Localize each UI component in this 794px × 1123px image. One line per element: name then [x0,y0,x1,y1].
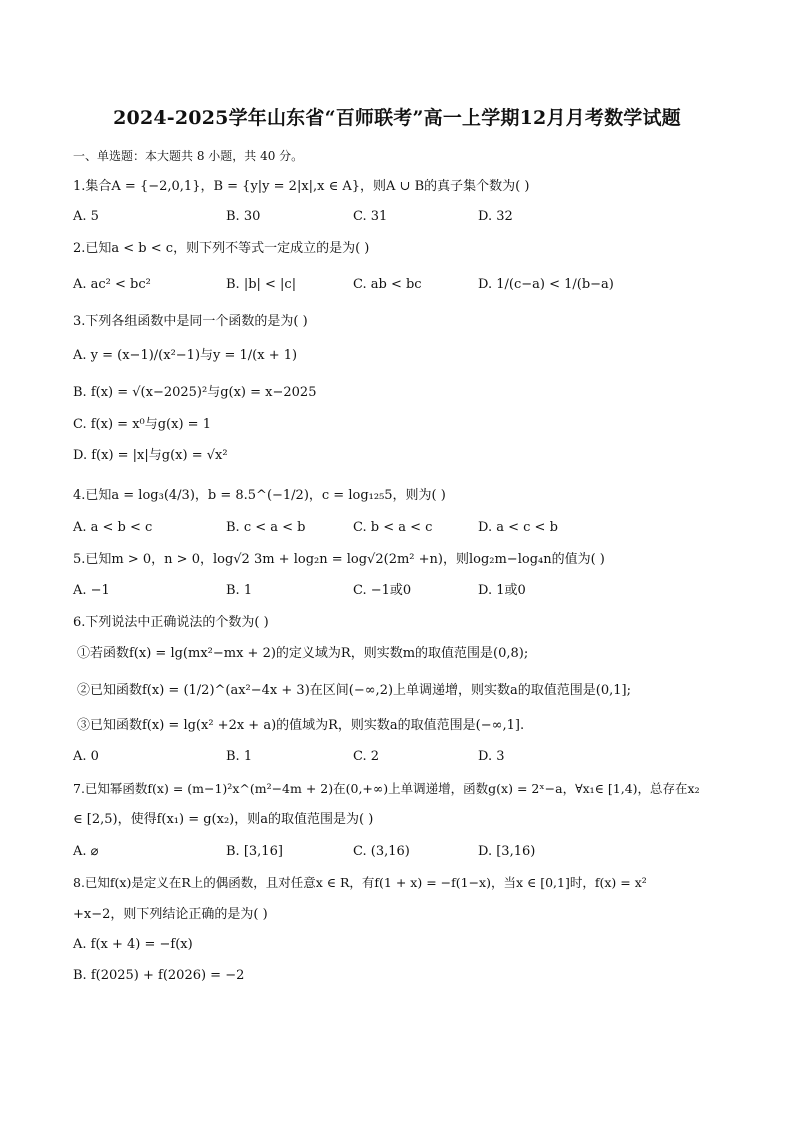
q6-statement-2: ②已知函数f(x) = (1/2)^(ax²−4x + 3)在区间(−∞,2)上单调递增，则实数a的取值范围是(0,1]; [77,683,631,698]
q7-option-b: B. [3,16] [226,844,283,859]
question-1-stem: 1.集合A = {−2,0,1}，B = {y|y = 2|x|,x ∈ A}，则A ∪ B的真子集个数为( ) [73,179,530,194]
q5-option-d: D. 1或0 [478,583,526,598]
q2-option-c: C. ab < bc [353,277,422,292]
question-6-stem: 6.下列说法中正确说法的个数为( ) [73,615,269,630]
question-7-stem-line2: ∈ [2,5)，使得f(x₁) = g(x₂)，则a的取值范围是为( ) [73,812,374,827]
q5-option-a: A. −1 [73,583,110,598]
question-5-stem: 5.已知m > 0，n > 0，log√2 3m + log₂n = log√2(2m² +n)，则log₂m−log₄n的值为( ) [73,552,605,567]
question-4-stem: 4.已知a = log₃(4/3)，b = 8.5^(−1/2)，c = log₁₂₅5，则为( ) [73,488,446,503]
q6-option-d: D. 3 [478,749,505,764]
q1-option-c: C. 31 [353,209,388,224]
q4-option-c: C. b < a < c [353,520,433,535]
q3-option-d: D. f(x) = |x|与g(x) = √x² [73,448,228,463]
q5-option-c: C. −1或0 [353,583,412,598]
page-title: 2024-2025学年山东省“百师联考”高一上学期12月月考数学试题 [113,107,681,129]
q6-option-b: B. 1 [226,749,253,764]
q7-option-d: D. [3,16) [478,844,536,859]
q2-option-d: D. 1/(c−a) < 1/(b−a) [478,277,614,292]
section-heading: 一、单选题：本大题共 8 小题，共 40 分。 [73,149,304,163]
q6-statement-1: ①若函数f(x) = lg(mx²−mx + 2)的定义域为R，则实数m的取值范围是(0,8); [77,646,529,661]
q7-option-c: C. (3,16) [353,844,410,859]
question-3-stem: 3.下列各组函数中是同一个函数的是为( ) [73,314,308,329]
q4-option-d: D. a < c < b [478,520,558,535]
q6-statement-3: ③已知函数f(x) = lg(x² +2x + a)的值域为R，则实数a的取值范围是(−∞,1]. [77,718,525,733]
q3-option-a: A. y = (x−1)/(x²−1)与y = 1/(x + 1) [73,348,298,363]
question-8-stem-line2: +x−2，则下列结论正确的是为( ) [73,907,268,922]
q1-option-b: B. 30 [226,209,261,224]
q8-option-a: A. f(x + 4) = −f(x) [73,937,193,952]
q2-option-a: A. ac² < bc² [73,277,151,292]
q5-option-b: B. 1 [226,583,253,598]
q1-option-d: D. 32 [478,209,513,224]
question-7-stem-line1: 7.已知幂函数f(x) = (m−1)²x^(m²−4m + 2)在(0,+∞)上单调递增，函数g(x) = 2ˣ−a，∀x₁∈ [1,4)，总存在x₂ [73,781,700,796]
q4-option-b: B. c < a < b [226,520,306,535]
q3-option-b: B. f(x) = √(x−2025)²与g(x) = x−2025 [73,385,317,400]
q3-option-c: C. f(x) = x⁰与g(x) = 1 [73,417,211,432]
question-8-stem-line1: 8.已知f(x)是定义在R上的偶函数，且对任意x ∈ R，有f(1 + x) = −f(1−x)，当x ∈ [0,1]时，f(x) = x² [73,875,647,890]
q6-option-c: C. 2 [353,749,380,764]
question-2-stem: 2.已知a < b < c，则下列不等式一定成立的是为( ) [73,241,370,256]
q2-option-b: B. |b| < |c| [226,277,297,292]
q7-option-a: A. ⌀ [73,844,99,859]
q1-option-a: A. 5 [73,209,99,224]
q6-option-a: A. 0 [73,749,99,764]
q8-option-b: B. f(2025) + f(2026) = −2 [73,968,245,983]
q4-option-a: A. a < b < c [73,520,153,535]
